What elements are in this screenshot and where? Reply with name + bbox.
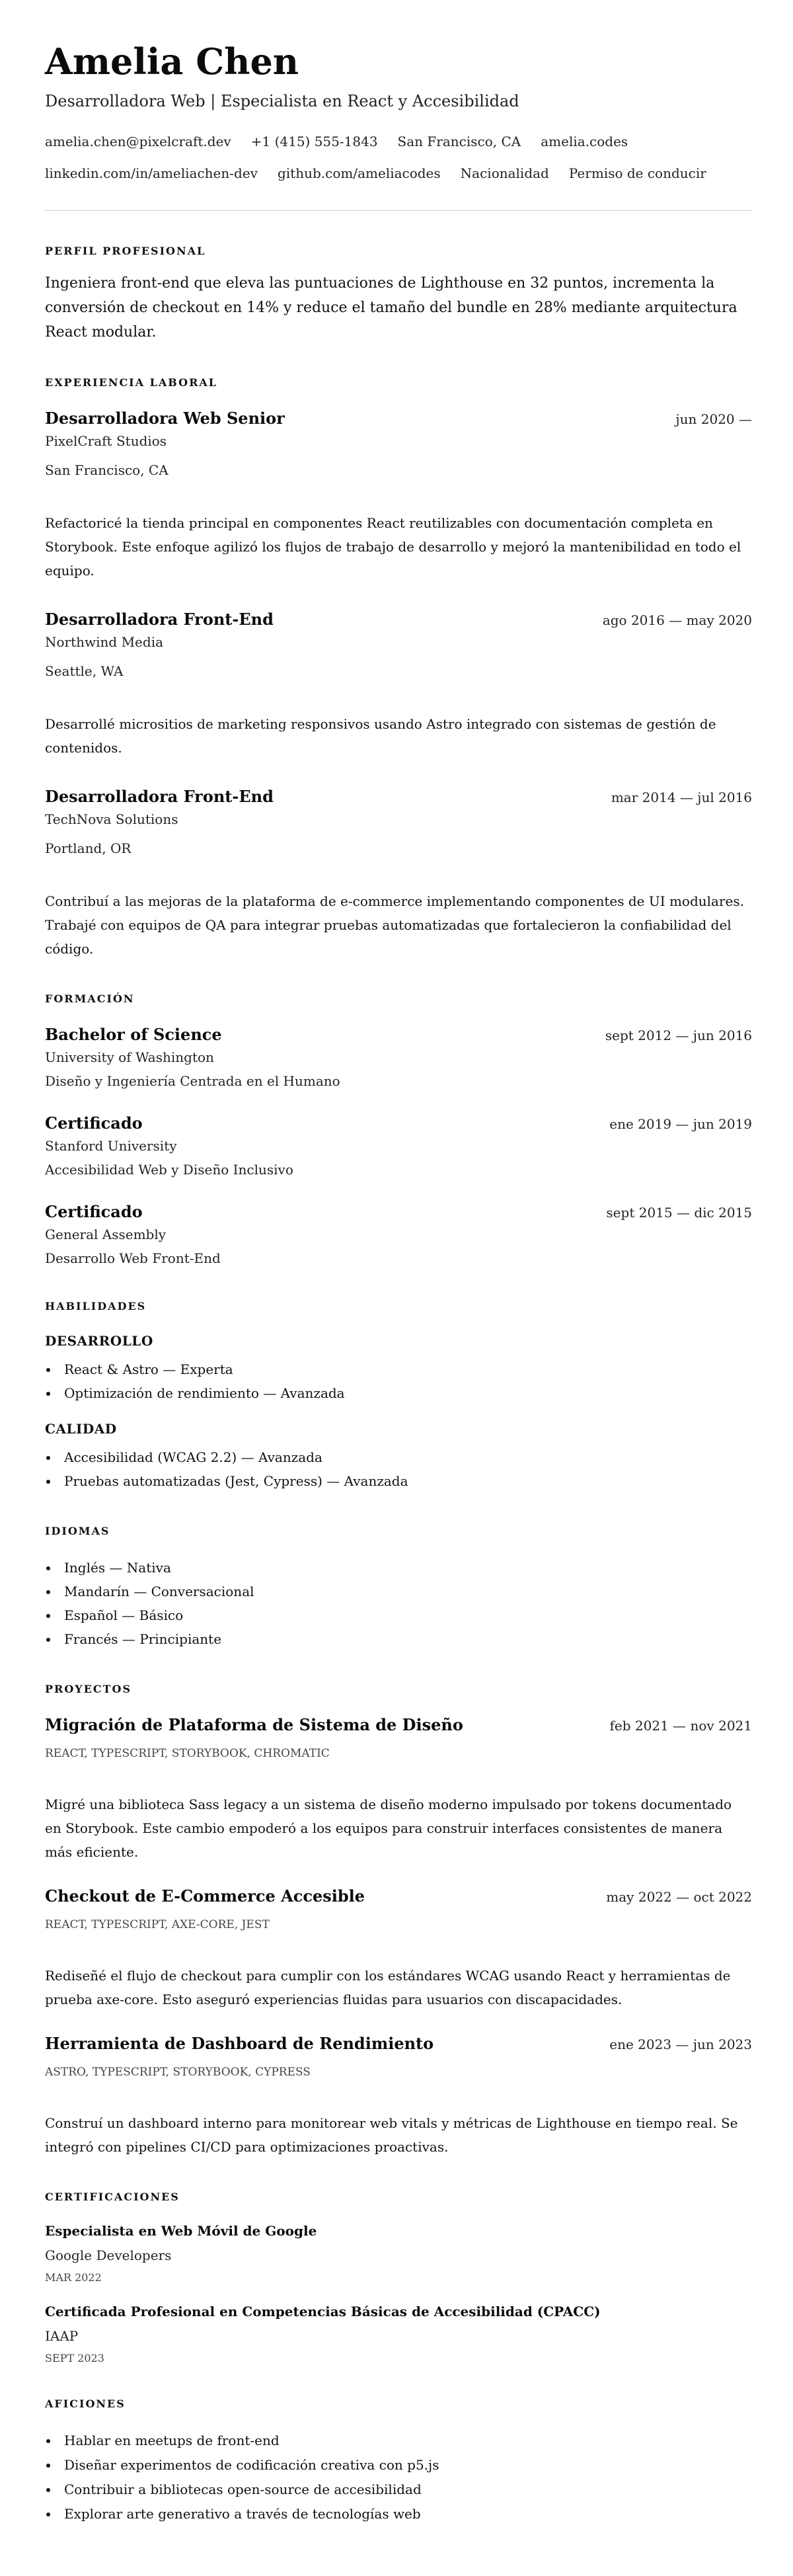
- hobby-item: Contribuir a bibliotecas open-source de accesibilidad: [45, 2477, 752, 2502]
- job-entry: [45, 786, 752, 961]
- contact-item: San Francisco, CA: [397, 134, 521, 149]
- project-tech-stack: REACT, TYPESCRIPT, STORYBOOK, CHROMATIC: [45, 1747, 330, 1760]
- languages-list: [45, 1556, 752, 1651]
- certification-date: SEPT 2023: [45, 2352, 104, 2364]
- contact-item: +1 (415) 555-1843: [250, 134, 378, 149]
- project-dates: ene 2023 — jun 2023: [609, 2036, 752, 2052]
- candidate-headline: Desarrolladora Web | Especialista en React y Accesibilidad: [45, 92, 519, 110]
- contact-list: [45, 132, 752, 182]
- project-dates: may 2022 — oct 2022: [606, 1889, 752, 1905]
- hobbies-section: [45, 2397, 752, 2526]
- language-item: Mandarín — Conversacional: [45, 1580, 752, 1603]
- hobby-item: Explorar arte generativo a través de tecnologías web: [45, 2502, 752, 2526]
- skill-group: [45, 1420, 752, 1493]
- summary-section: [45, 245, 752, 344]
- section-title: CERTIFICACIONES: [45, 2191, 180, 2203]
- certification-entry: [45, 2302, 752, 2366]
- skill-item: Optimización de rendimiento — Avanzada: [45, 1381, 752, 1405]
- job-entry: [45, 408, 752, 583]
- certification-entry: [45, 2222, 752, 2285]
- skills-section: [45, 1300, 752, 1493]
- education-header: [45, 1201, 752, 1223]
- contact-item: Nacionalidad: [460, 165, 549, 181]
- job-location: Portland, OR: [45, 840, 132, 856]
- summary-text: Ingeniera front-end que eleva las puntuaciones de Lighthouse en 32 puntos, incrementa la conversión de checkout en 14% y reduce el tamaño del bundle en 28% mediante arquitectura React modular.: [45, 275, 737, 341]
- job-dates: mar 2014 — jul 2016: [611, 789, 752, 805]
- job-description: Contribuí a las mejoras de la plataforma de e-commerce implementando componentes de UI modulares. Trabajé con equipos de QA para integrar pruebas automatizadas que fortalecieron la confiabilidad del código.: [45, 893, 744, 957]
- job-entry: [45, 609, 752, 760]
- certifications-section: [45, 2191, 752, 2366]
- languages-section: [45, 1525, 752, 1651]
- job-dates: jun 2020 —: [675, 411, 752, 427]
- job-company: PixelCraft Studios: [45, 433, 167, 449]
- section-title: PROYECTOS: [45, 1683, 132, 1695]
- institution-name: General Assembly: [45, 1227, 167, 1242]
- language-item: Inglés — Nativa: [45, 1556, 752, 1580]
- job-company: TechNova Solutions: [45, 811, 178, 827]
- project-header: [45, 2033, 752, 2055]
- project-title: Herramienta de Dashboard de Rendimiento: [45, 2034, 434, 2053]
- project-title: Migración de Plataforma de Sistema de Diseño: [45, 1715, 463, 1734]
- project-header: [45, 1886, 752, 1908]
- job-header: [45, 609, 752, 631]
- institution-name: University of Washington: [45, 1049, 214, 1065]
- resume-header: [45, 40, 752, 182]
- hobby-item: Hablar en meetups de front-end: [45, 2429, 752, 2453]
- certification-name: Certificada Profesional en Competencias Básicas de Accesibilidad (CPACC): [45, 2304, 601, 2319]
- education-header: [45, 1113, 752, 1135]
- education-dates: ene 2019 — jun 2019: [609, 1116, 752, 1132]
- certification-date: MAR 2022: [45, 2271, 102, 2284]
- job-location: Seattle, WA: [45, 663, 124, 679]
- hobby-item: Diseñar experimentos de codificación creativa con p5.js: [45, 2453, 752, 2477]
- project-tech-stack: REACT, TYPESCRIPT, AXE-CORE, JEST: [45, 1918, 270, 1931]
- institution-name: Stanford University: [45, 1138, 177, 1154]
- header-divider: [45, 210, 752, 211]
- certification-name: Especialista en Web Móvil de Google: [45, 2223, 317, 2239]
- skill-item: React & Astro — Experta: [45, 1357, 752, 1381]
- job-header: [45, 786, 752, 808]
- skill-group-title: DESARROLLO: [45, 1333, 153, 1349]
- job-title: Desarrolladora Front-End: [45, 787, 274, 806]
- degree-title: Bachelor of Science: [45, 1025, 222, 1044]
- project-entry: [45, 2033, 752, 2159]
- project-title: Checkout de E-Commerce Accesible: [45, 1886, 365, 1906]
- job-header: [45, 408, 752, 430]
- contact-item: Permiso de conducir: [568, 165, 706, 181]
- section-title: IDIOMAS: [45, 1525, 110, 1537]
- contact-item: linkedin.com/in/ameliachen-dev: [45, 165, 258, 181]
- skill-item: Pruebas automatizadas (Jest, Cypress) — Avanzada: [45, 1469, 752, 1493]
- projects-section: [45, 1683, 752, 2159]
- job-dates: ago 2016 — may 2020: [602, 612, 752, 628]
- project-dates: feb 2021 — nov 2021: [609, 1718, 752, 1734]
- education-section: [45, 992, 752, 1268]
- skill-item: Accesibilidad (WCAG 2.2) — Avanzada: [45, 1445, 752, 1469]
- project-tech-stack: ASTRO, TYPESCRIPT, STORYBOOK, CYPRESS: [45, 2066, 311, 2079]
- education-entry: [45, 1113, 752, 1180]
- section-title: EXPERIENCIA LABORAL: [45, 376, 218, 389]
- job-description: Refactoricé la tienda principal en componentes React reutilizables con documentación completa en Storybook. Este enfoque agilizó los flujos de trabajo de desarrollo y mejoró la mantenibilidad en todo el equipo.: [45, 515, 741, 579]
- education-entry: [45, 1201, 752, 1268]
- project-description: Rediseñé el flujo de checkout para cumplir con los estándares WCAG usando React y herramientas de prueba axe-core. Esto aseguró experiencias fluidas para usuarios con discapacidades.: [45, 1968, 731, 2007]
- experience-section: [45, 376, 752, 961]
- candidate-name: Amelia Chen: [45, 40, 299, 83]
- project-header: [45, 1714, 752, 1736]
- job-title: Desarrolladora Front-End: [45, 610, 274, 629]
- contact-item: amelia.codes: [541, 134, 628, 149]
- degree-title: Certificado: [45, 1202, 143, 1221]
- certification-issuer: IAAP: [45, 2328, 79, 2344]
- skill-group: [45, 1332, 752, 1405]
- contact-item: github.com/ameliacodes: [277, 165, 441, 181]
- education-header: [45, 1024, 752, 1046]
- skill-list: [45, 1445, 752, 1493]
- certification-issuer: Google Developers: [45, 2247, 172, 2263]
- section-title: HABILIDADES: [45, 1300, 147, 1312]
- contact-item: amelia.chen@pixelcraft.dev: [45, 134, 231, 149]
- project-entry: [45, 1886, 752, 2011]
- language-item: Español — Básico: [45, 1603, 752, 1627]
- field-of-study: Diseño y Ingeniería Centrada en el Humano: [45, 1073, 340, 1089]
- section-title: AFICIONES: [45, 2397, 126, 2410]
- language-item: Francés — Principiante: [45, 1627, 752, 1651]
- degree-title: Certificado: [45, 1113, 143, 1133]
- project-entry: [45, 1714, 752, 1864]
- section-title: FORMACIÓN: [45, 992, 135, 1005]
- education-dates: sept 2015 — dic 2015: [606, 1205, 752, 1221]
- project-description: Construí un dashboard interno para monitorear web vitals y métricas de Lighthouse en tiempo real. Se integró con pipelines CI/CD para optimizaciones proactivas.: [45, 2115, 738, 2155]
- field-of-study: Accesibilidad Web y Diseño Inclusivo: [45, 1162, 293, 1178]
- job-location: San Francisco, CA: [45, 462, 169, 478]
- job-company: Northwind Media: [45, 634, 164, 650]
- job-title: Desarrolladora Web Senior: [45, 409, 285, 428]
- project-description: Migré una biblioteca Sass legacy a un sistema de diseño moderno impulsado por tokens documentado en Storybook. Este cambio empoderó a los equipos para construir interfaces consistentes de manera más eficiente.: [45, 1796, 732, 1860]
- field-of-study: Desarrollo Web Front-End: [45, 1250, 221, 1266]
- skill-group-title: CALIDAD: [45, 1421, 117, 1437]
- education-dates: sept 2012 — jun 2016: [605, 1027, 752, 1043]
- job-description: Desarrollé micrositios de marketing responsivos usando Astro integrado con sistemas de gestión de contenidos.: [45, 716, 716, 756]
- hobbies-list: [45, 2429, 752, 2526]
- education-entry: [45, 1024, 752, 1091]
- section-title: PERFIL PROFESIONAL: [45, 245, 206, 257]
- skill-list: [45, 1357, 752, 1405]
